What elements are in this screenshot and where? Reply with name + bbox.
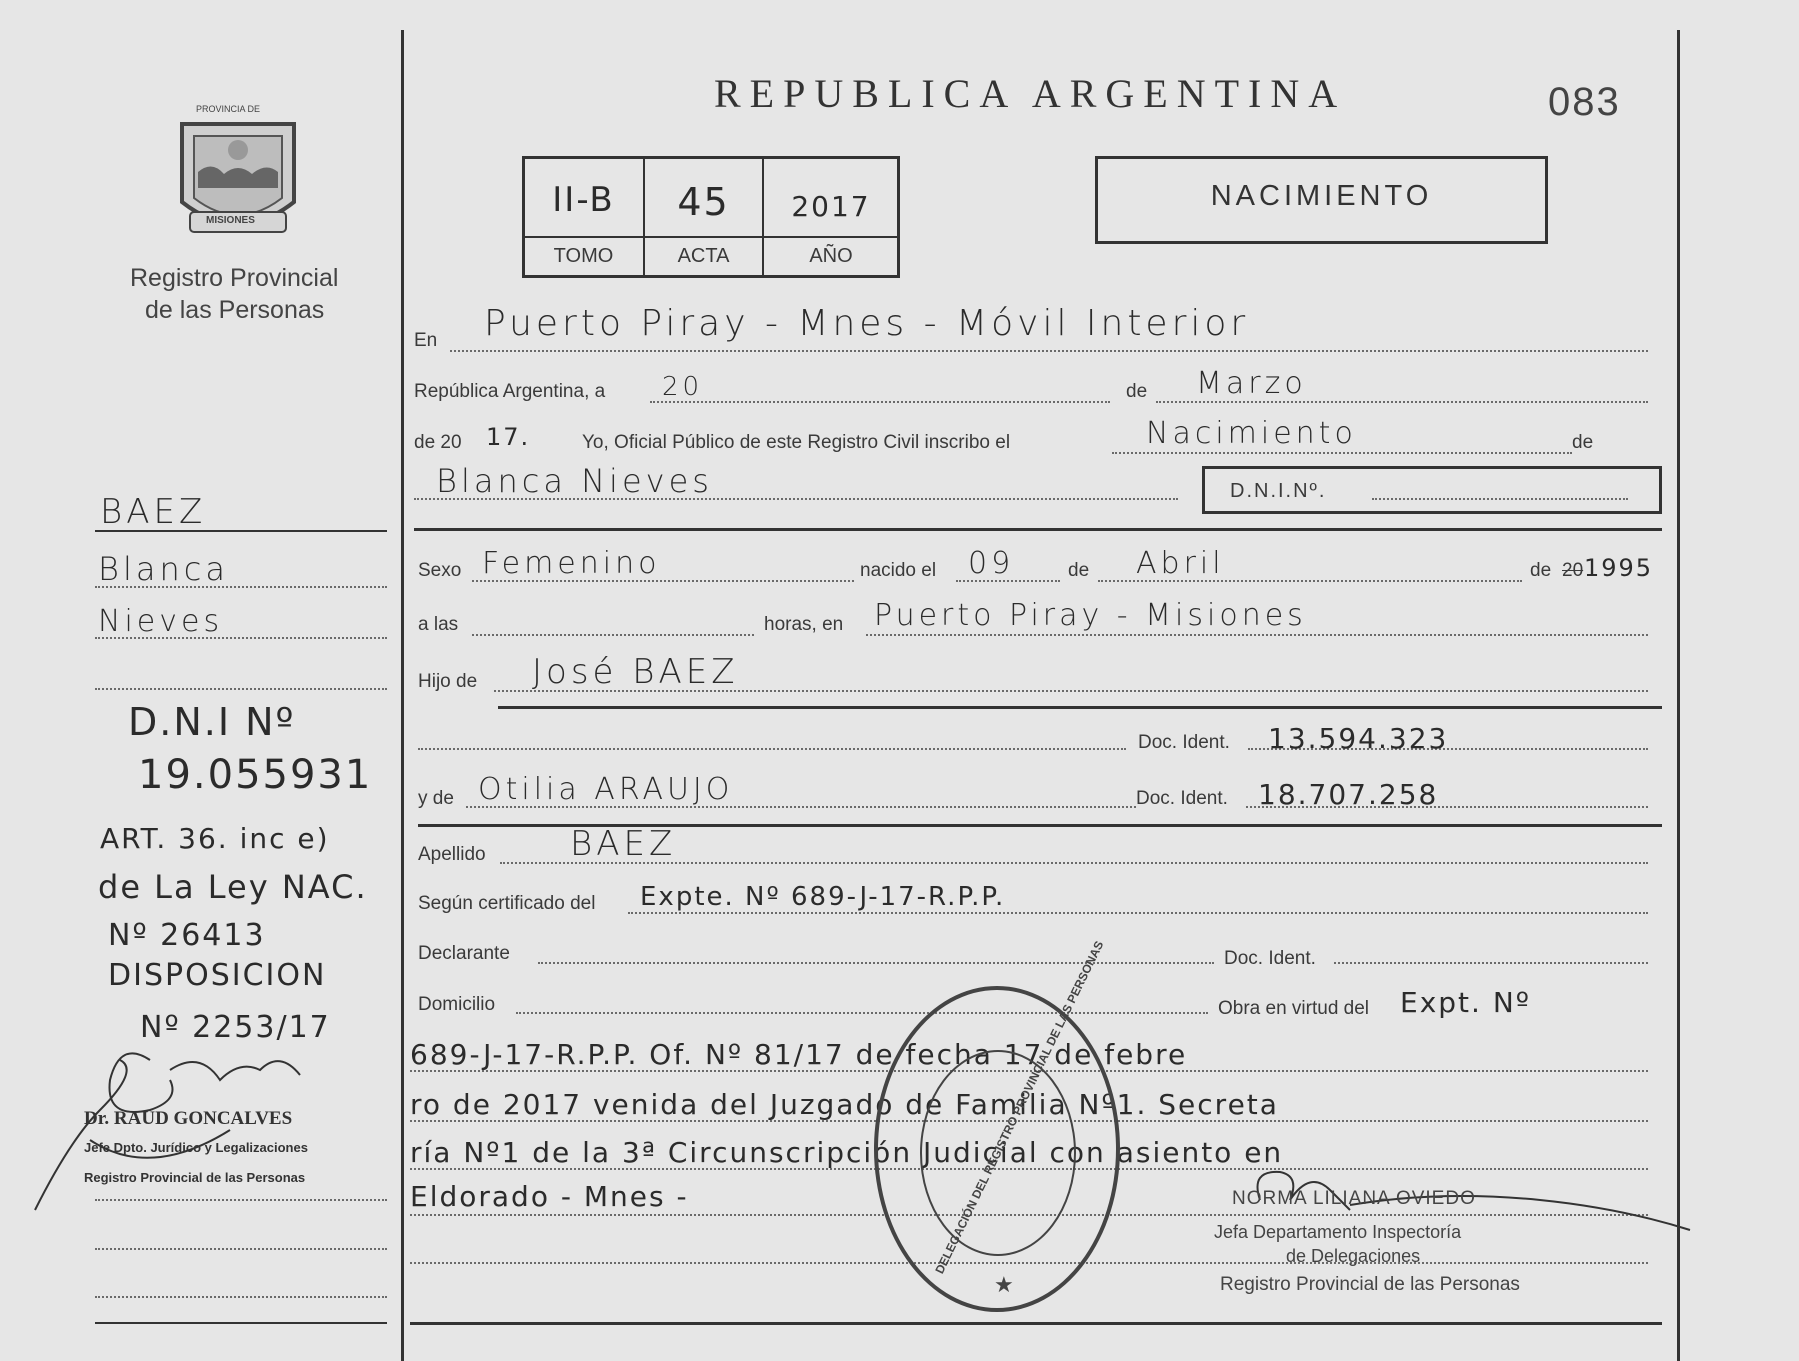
- notes-line-1: 689-J-17-R.P.P. Of. Nº 81/17 de fecha 17 de febre: [410, 1038, 1188, 1071]
- certificado-value: Expte. Nº 689-J-17-R.P.P.: [640, 882, 1006, 912]
- seal-bottom-text: MISIONES: [206, 215, 255, 226]
- docident-label: Doc. Ident.: [1138, 732, 1230, 753]
- section-rule-2: [498, 706, 1662, 709]
- registry-acta-label: ACTA: [677, 245, 730, 267]
- mother-value: Otilia ARAUJO: [478, 772, 734, 807]
- record-type-title: NACIMIENTO: [1210, 180, 1433, 212]
- sidebar-note-2: 19.055931: [138, 752, 373, 798]
- official-title-2: de Delegaciones: [1286, 1246, 1421, 1266]
- day-value: 20: [662, 372, 704, 402]
- sidebar-name1: Blanca: [98, 550, 229, 588]
- certificado-line: [628, 912, 1648, 914]
- section-rule-1: [414, 528, 1662, 531]
- birth-day-value: 09: [968, 546, 1015, 581]
- alas-label: a las: [418, 614, 459, 635]
- notes-line-4: Eldorado - Mnes -: [410, 1180, 689, 1213]
- republica-label: República Argentina, a: [414, 381, 606, 402]
- sidebar-note-5: Nº 26413: [108, 918, 266, 953]
- sidebar-dots-4: [95, 1199, 387, 1201]
- registry-tomo-label: TOMO: [553, 245, 614, 267]
- statement-text: Yo, Oficial Público de este Registro Civil inscribo el: [582, 432, 1011, 453]
- registry-row-divider: [524, 236, 898, 238]
- month-value: Marzo: [1196, 366, 1307, 401]
- obra-label: Obra en virtud del: [1218, 998, 1370, 1019]
- sidebar-name2: Nieves: [98, 604, 224, 639]
- act-kind-line: [1112, 452, 1572, 454]
- round-stamp-star-icon: ★: [994, 1272, 1014, 1297]
- sidebar-note-6: DISPOSICION: [108, 958, 327, 993]
- birth-month-value: Abril: [1136, 546, 1225, 581]
- sexo-value: Femenino: [482, 546, 661, 581]
- office-name-line2: de las Personas: [145, 296, 325, 324]
- registry-acta-value: 45: [677, 180, 730, 224]
- dni-line: [1372, 498, 1628, 500]
- seal-top-text: PROVINCIA DE: [196, 104, 261, 114]
- sidebar-note-1: D.N.I Nº: [128, 700, 296, 744]
- obra-value: Expt. Nº: [1400, 986, 1531, 1019]
- birth-place-value: Puerto Piray - Misiones: [874, 598, 1307, 633]
- sidebar-stamp-title: Jefe Dpto. Jurídico y Legalizaciones: [84, 1140, 308, 1155]
- de2-label: de: [1572, 432, 1594, 453]
- docident2-label: Doc. Ident.: [1136, 788, 1228, 809]
- sidebar-stamp-office: Registro Provincial de las Personas: [84, 1170, 306, 1185]
- page-number: 083: [1548, 80, 1621, 124]
- sidebar-note-3: ART. 36. inc e): [100, 822, 330, 855]
- father-value: José BAEZ: [532, 652, 739, 692]
- birth-year-value: 1995: [1584, 554, 1654, 582]
- mother-doc-value: 18.707.258: [1258, 778, 1439, 811]
- nacido-label: nacido el: [860, 560, 937, 581]
- official-name: NORMA LILIANA OVIEDO: [1232, 1188, 1476, 1209]
- sidebar-dots-6: [95, 1296, 387, 1298]
- docident3-label: Doc. Ident.: [1224, 948, 1316, 969]
- sidebar-dots-3: [95, 688, 387, 690]
- notes-line-2: ro de 2017 venida del Juzgado de Familia Nº1. Secreta: [410, 1088, 1279, 1121]
- segun-label: Según certificado del: [418, 893, 596, 914]
- domicilio-label: Domicilio: [418, 994, 496, 1015]
- de4-label: de: [1530, 560, 1552, 581]
- declarante-line: [538, 962, 1214, 964]
- official-title-1: Jefa Departamento Inspectoría: [1214, 1222, 1462, 1242]
- birth-place-line: [866, 634, 1648, 636]
- registry-anio-value: 2017: [791, 190, 871, 223]
- apellido-value: BAEZ: [570, 824, 677, 864]
- child-name-value: Blanca Nieves: [436, 462, 713, 500]
- registry-anio-label: AÑO: [809, 245, 853, 267]
- de-label: de: [1126, 381, 1148, 402]
- form-bottom-rule: [410, 1322, 1662, 1325]
- dni-label: D.N.I.Nº.: [1230, 480, 1327, 502]
- sidebar-surname: BAEZ: [100, 492, 207, 532]
- official-office: Registro Provincial de las Personas: [1220, 1274, 1520, 1295]
- round-stamp-text: DELEGACIÓN DEL REGISTRO PROVINCIAL DE LAS PERSONAS: [932, 938, 1107, 1276]
- sexo-label: Sexo: [418, 560, 462, 581]
- year-suffix-value: 17.: [486, 423, 531, 451]
- father-doc-filler-line: [418, 748, 1126, 750]
- declarante-doc-line: [1334, 962, 1648, 964]
- sidebar-dots-1: [95, 586, 387, 588]
- hijo-label: Hijo de: [418, 671, 478, 692]
- place-value: Puerto Piray - Mnes - Móvil Interior: [484, 303, 1250, 344]
- left-column-divider: [401, 30, 404, 1361]
- sidebar-note-7: Nº 2253/17: [140, 1010, 331, 1045]
- year-prefix-label: de 20: [414, 432, 462, 453]
- yde-label: y de: [418, 788, 454, 809]
- horas-label: horas, en: [764, 614, 844, 635]
- en-label: En: [414, 330, 438, 351]
- sidebar-stamp-name: Dr. RAUD GONCALVES: [84, 1108, 293, 1129]
- sidebar-bottom-rule: [95, 1322, 387, 1324]
- sidebar-dots-2: [95, 637, 387, 639]
- day-line: [650, 401, 1110, 403]
- act-kind-value: Nacimiento: [1146, 416, 1357, 451]
- sidebar-dots-5: [95, 1248, 387, 1250]
- domicilio-line: [516, 1012, 1208, 1014]
- de3-label: de: [1068, 560, 1090, 581]
- sidebar-note-4: de La Ley NAC.: [98, 868, 368, 906]
- office-name-line1: Registro Provincial: [130, 264, 339, 292]
- country-title: REPUBLICA ARGENTINA: [714, 71, 1347, 116]
- registry-tomo-value: II-B: [552, 180, 615, 220]
- birth-year-prefix: 20: [1562, 560, 1584, 581]
- sidebar-surname-rule: [95, 530, 387, 532]
- month-line: [1156, 401, 1648, 403]
- apellido-label: Apellido: [418, 844, 486, 865]
- declarante-label: Declarante: [418, 943, 510, 964]
- notes-line-3: ría Nº1 de la 3ª Circunscripción Judicial con asiento en: [410, 1136, 1284, 1169]
- father-doc-value: 13.594.323: [1268, 722, 1449, 755]
- alas-line: [472, 634, 754, 636]
- place-line: [450, 350, 1648, 352]
